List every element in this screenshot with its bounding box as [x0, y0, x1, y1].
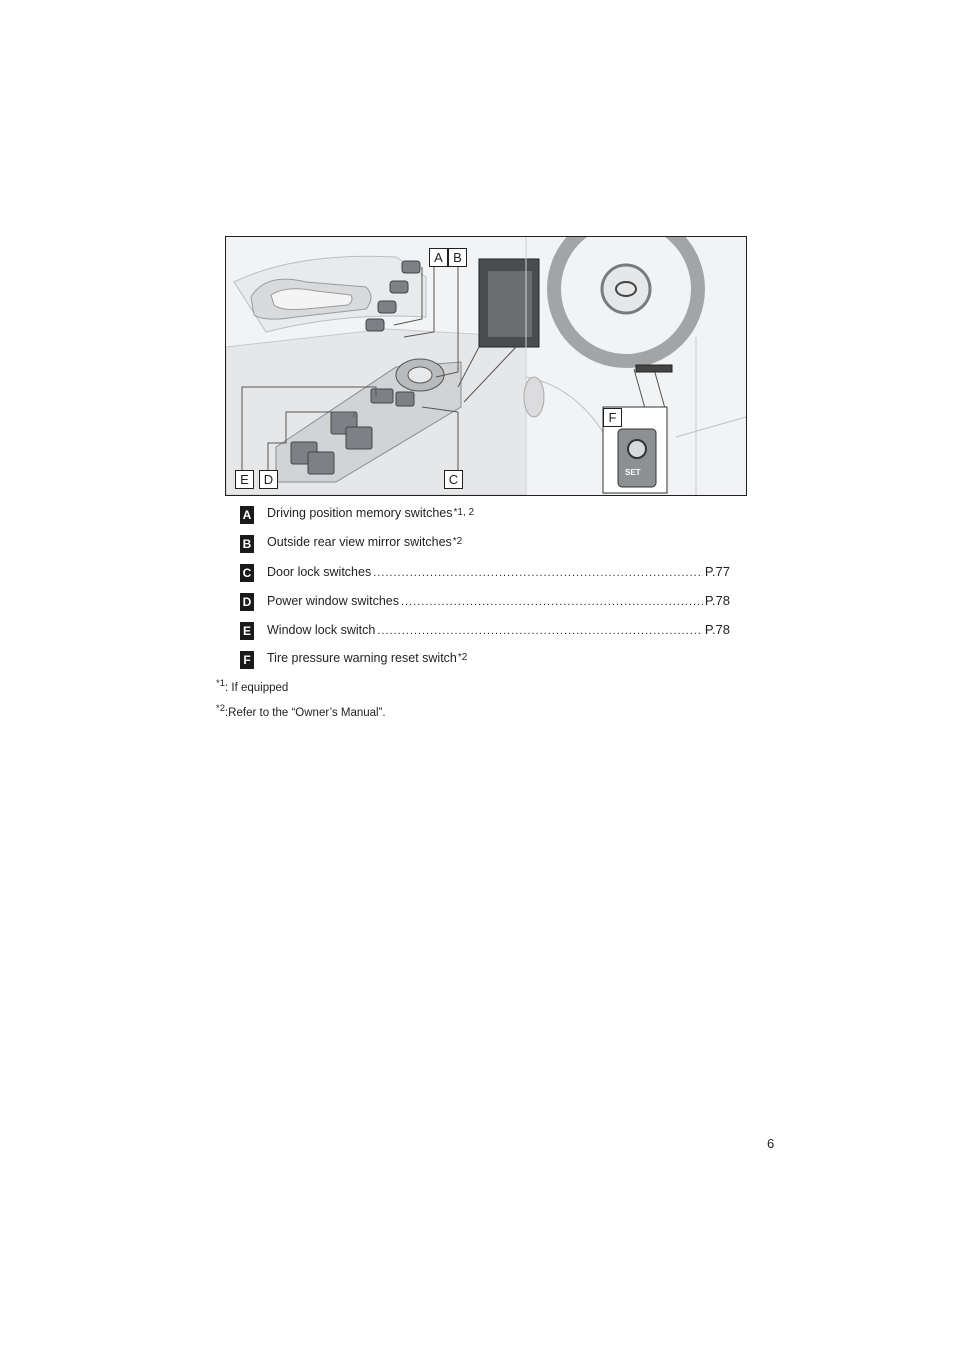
legend-item	[240, 616, 730, 645]
legend-label: Power window switches	[267, 594, 399, 608]
legend-item	[240, 645, 730, 674]
set-label: SET	[625, 468, 641, 477]
legend-marker: A	[240, 506, 254, 524]
callout-d: D	[259, 470, 278, 489]
legend-label: Door lock switches	[267, 565, 372, 579]
legend-label: Tire pressure warning reset switch	[267, 651, 457, 665]
leader-dots	[373, 567, 703, 579]
footnote-1	[216, 678, 288, 694]
dashboard-illustration	[225, 236, 747, 496]
legend-label-row	[267, 622, 730, 637]
leader-dots	[401, 596, 703, 608]
legend-label-row	[267, 564, 730, 579]
footnote-mark: *2	[216, 703, 225, 714]
legend-label-row	[267, 651, 730, 665]
legend-marker: F	[240, 651, 254, 669]
legend-note: *2	[452, 536, 463, 547]
legend-note: *1, 2	[453, 507, 475, 518]
legend-list	[240, 500, 730, 674]
callout-a: A	[429, 248, 448, 267]
footnote-text: : If equipped	[224, 681, 289, 694]
legend-marker: C	[240, 564, 254, 582]
callout-e: E	[235, 470, 254, 489]
legend-label: Outside rear view mirror switches	[267, 535, 452, 549]
legend-item	[240, 529, 730, 558]
legend-label-row	[267, 506, 730, 520]
legend-item	[240, 558, 730, 587]
callout-c: C	[444, 470, 463, 489]
callout-b: B	[448, 248, 467, 267]
page-reference: P.78	[704, 622, 730, 637]
legend-label-row	[267, 593, 730, 608]
legend-marker: B	[240, 535, 254, 553]
callout-f: F	[603, 408, 622, 427]
legend-note: *2	[457, 652, 468, 663]
footnote-2	[216, 703, 386, 719]
legend-label: Driving position memory switches	[267, 506, 453, 520]
page-reference: P.77	[704, 564, 730, 579]
legend-marker: D	[240, 593, 254, 611]
legend-item	[240, 500, 730, 529]
legend-marker: E	[240, 622, 254, 640]
footnote-mark: *1	[216, 678, 225, 689]
legend-item	[240, 587, 730, 616]
legend-label: Window lock switch	[267, 623, 376, 637]
page-number: 6	[767, 1136, 775, 1151]
legend-label-row	[267, 535, 730, 549]
leader-dots	[377, 625, 703, 637]
page-reference: P.78	[704, 593, 730, 608]
door-panel-drawing	[226, 237, 746, 495]
footnote-text: :Refer to the “Owner’s Manual”.	[224, 706, 386, 719]
